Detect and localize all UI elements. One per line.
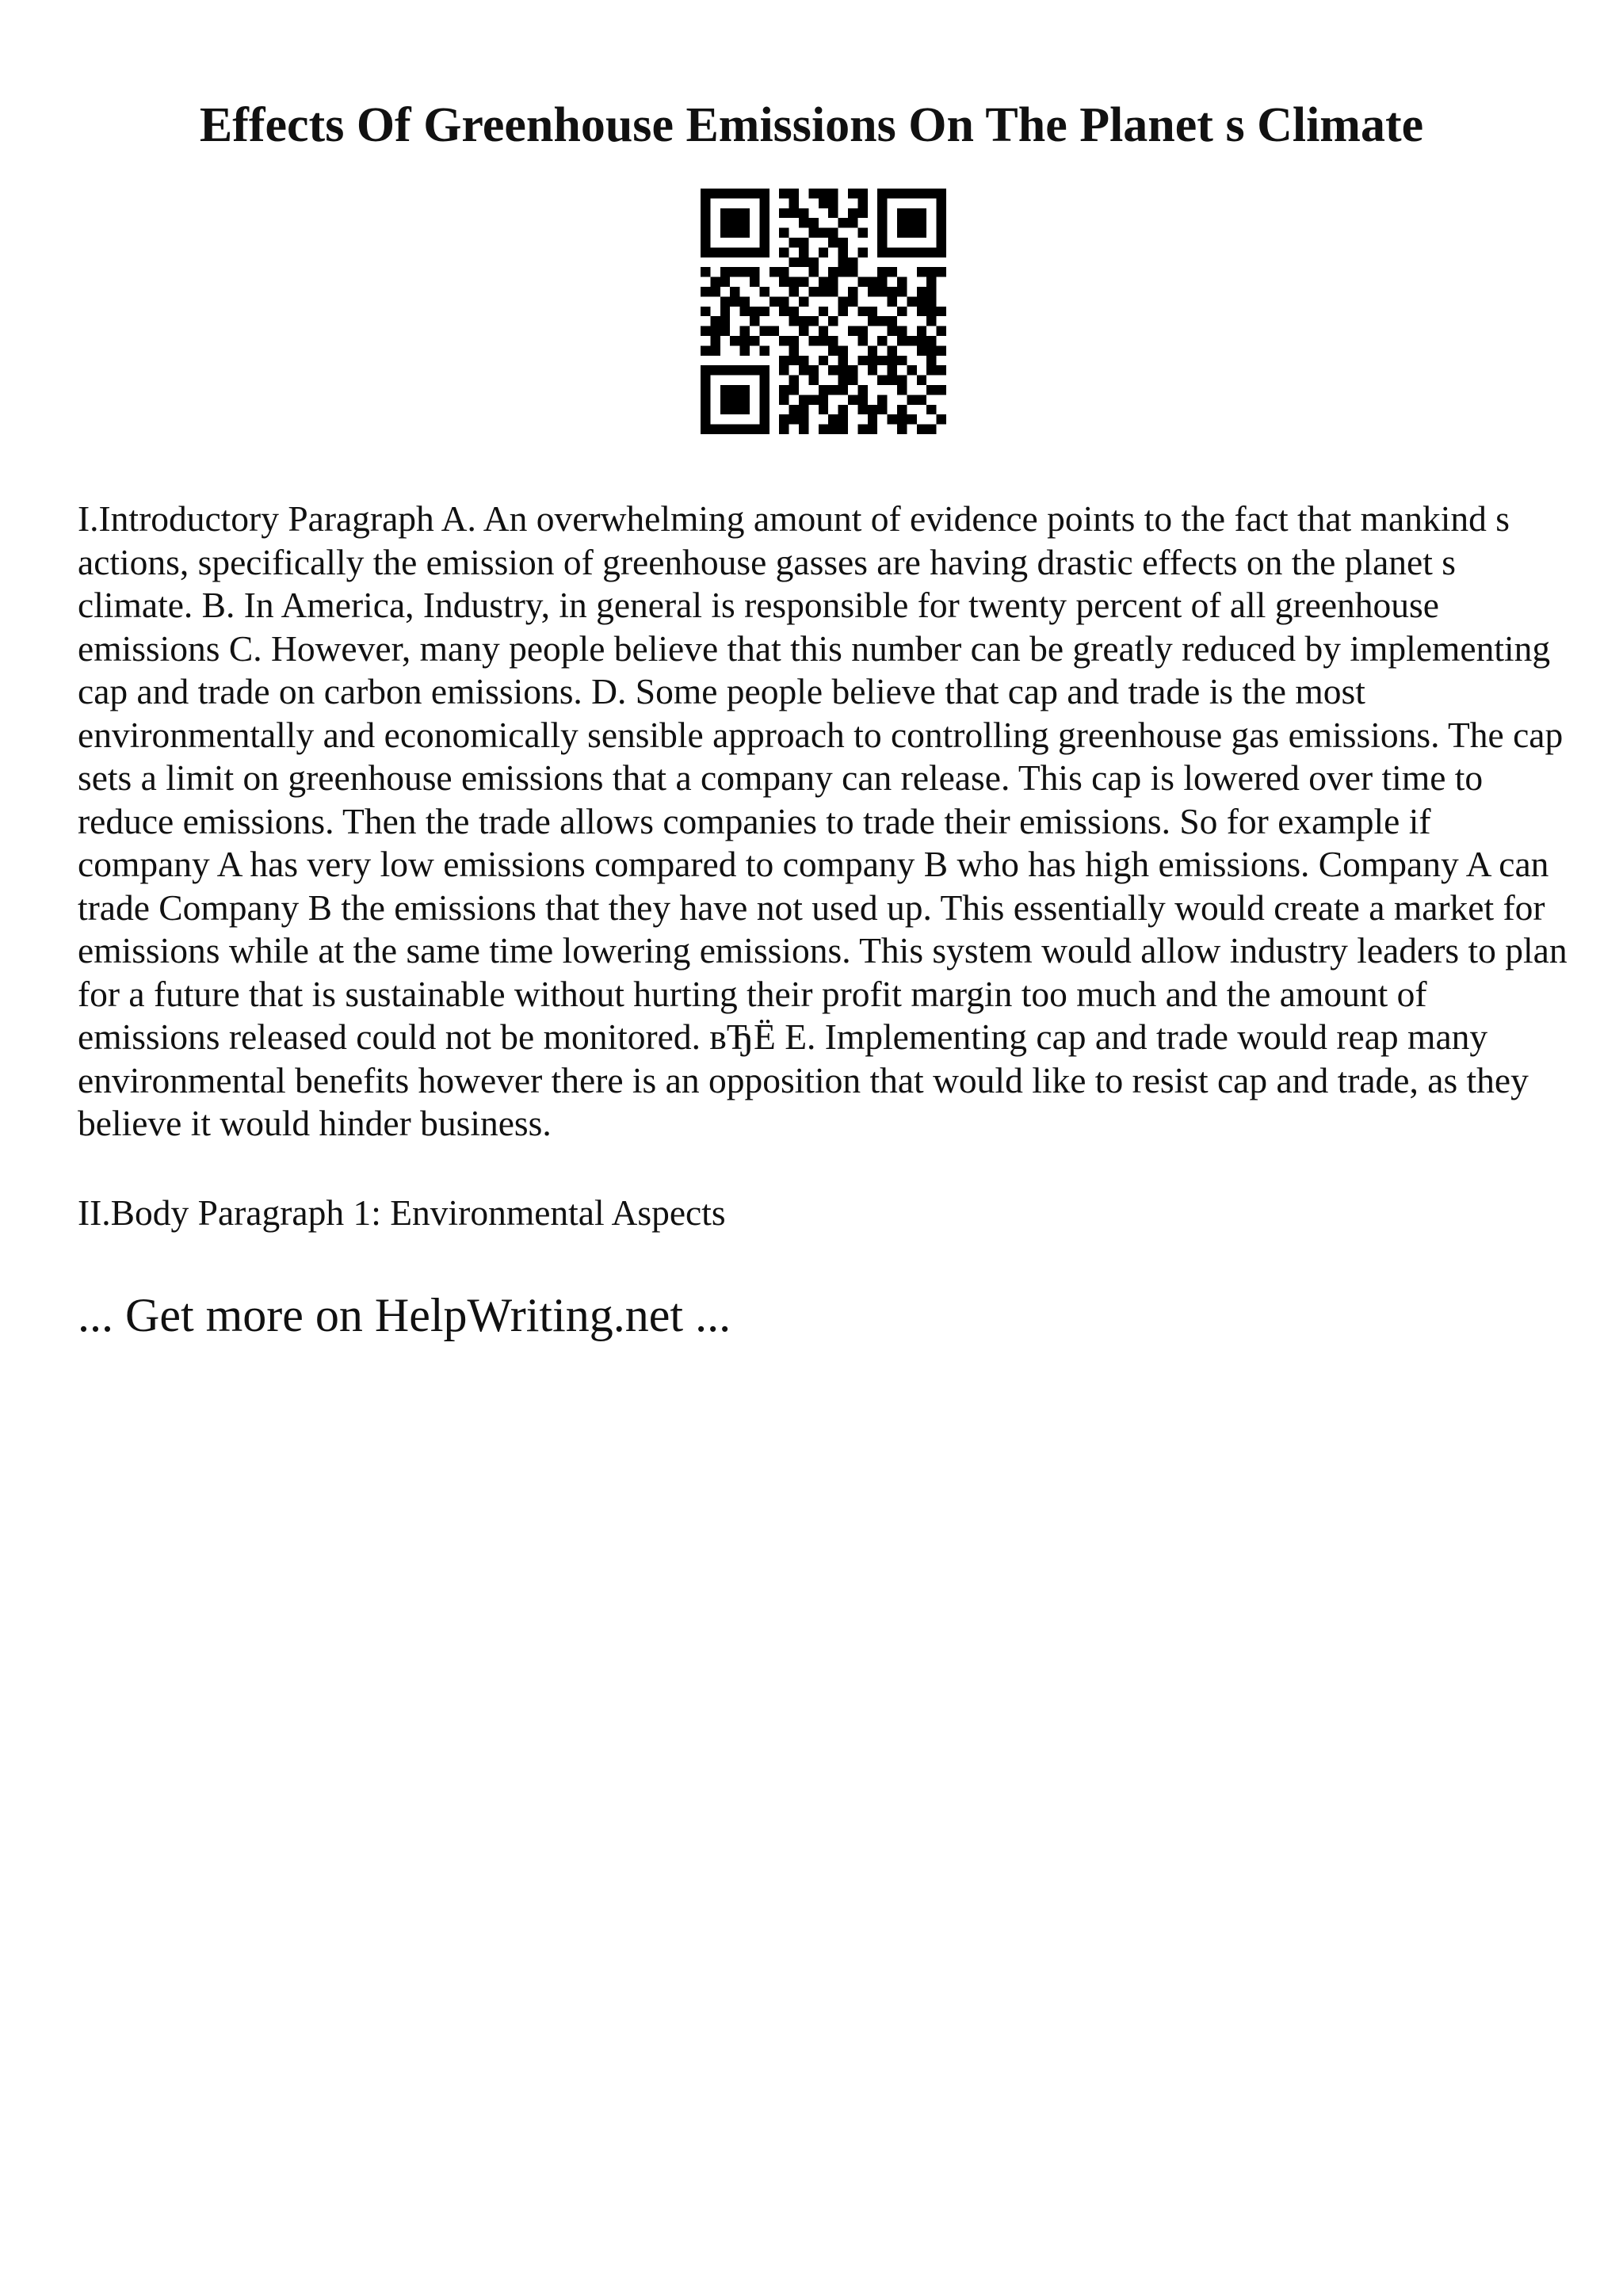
qr-code-icon[interactable] (701, 189, 946, 434)
document-title: Effects Of Greenhouse Emissions On The Planet s Climate (199, 98, 1424, 152)
intro-paragraph: I.Introductory Paragraph A. An overwhelming amount of evidence points to the fact that mankind s actions, specifically the emission of greenhouse gasses are having drastic effects on the planet s climate. B. In America, Industry, in general is responsible for twenty percent of all greenhouse emissions C. However, many people believe that this number can be greatly reduced by implementing cap and trade on carbon emissions. D. Some people believe that cap and trade is the most environmentally and economically sensible approach to controlling greenhouse gas emissions. The cap sets a limit on greenhouse emissions that a company can release. This cap is lowered over time to reduce emissions. Then the trade allows companies to trade their emissions. So for example if company A has very low emissions compared to company B who has high emissions. Company A can trade Company B the emissions that they have not used up. This essentially would create a market for emissions while at the same time lowering emissions. This system would allow industry leaders to plan for a future that is sustainable without hurting their profit margin too much and the amount of emissions released could not be monitored. вЂЁ E. Implementing cap and trade would reap many environmental benefits however there is an opposition that would like to resist cap and trade, as they believe it would hinder business. (78, 498, 1568, 1143)
section-heading: II.Body Paragraph 1: Environmental Aspects (78, 1192, 726, 1233)
get-more-link[interactable]: ... Get more on HelpWriting.net ... (78, 1289, 731, 1341)
